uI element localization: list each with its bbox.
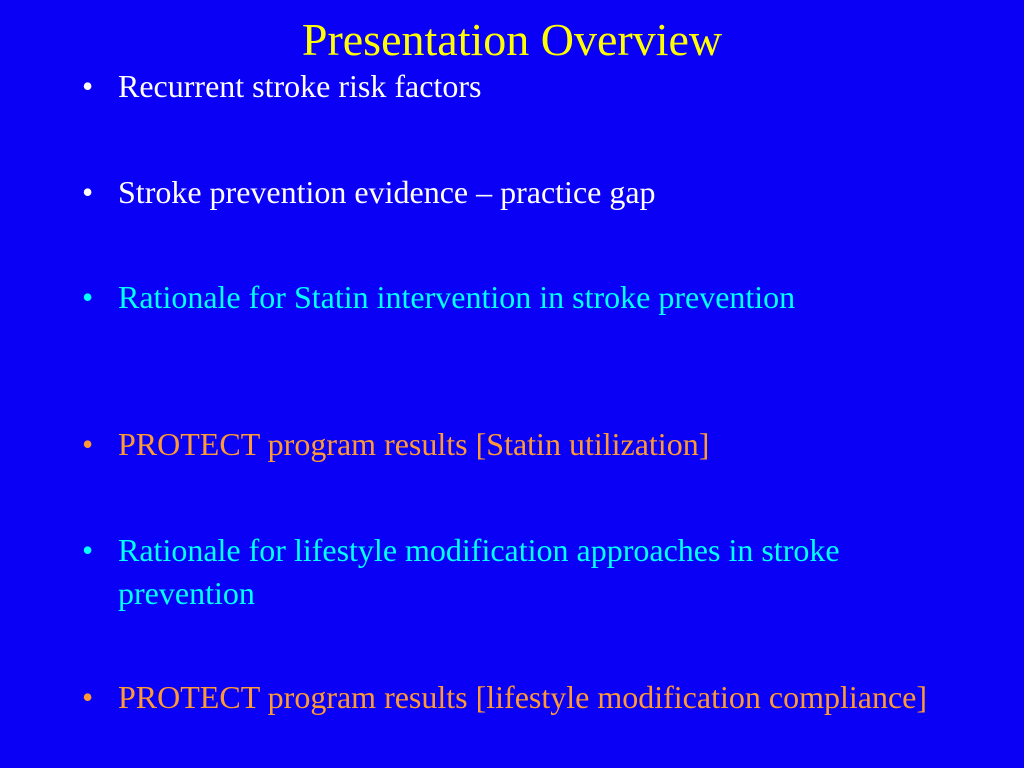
bullet-dot-icon: • [82, 174, 94, 210]
bullet-item-4 [82, 423, 962, 466]
bullet-item-1 [82, 65, 962, 108]
bullet-dot-icon: • [82, 279, 94, 315]
slide-title: Presentation Overview [301, 14, 723, 65]
bullet-dot-icon: • [82, 426, 94, 462]
bullet-text: PROTECT program results [Statin utilization] [118, 426, 710, 462]
bullet-text: Rationale for lifestyle modification approaches in stroke prevention [118, 532, 840, 611]
bullet-text: Recurrent stroke risk factors [118, 68, 482, 104]
bullet-text: Stroke prevention evidence – practice gap [118, 174, 656, 210]
bullet-dot-icon: • [82, 68, 94, 104]
bullet-item-3 [82, 276, 962, 319]
bullet-dot-icon: • [82, 679, 94, 715]
bullet-text: PROTECT program results [lifestyle modification compliance] [118, 679, 927, 715]
bullet-dot-icon: • [82, 532, 94, 568]
bullet-item-5 [82, 529, 962, 615]
bullet-text: Rationale for Statin intervention in stroke prevention [118, 279, 796, 315]
bullet-item-6 [82, 676, 962, 719]
bullet-item-2 [82, 171, 962, 214]
